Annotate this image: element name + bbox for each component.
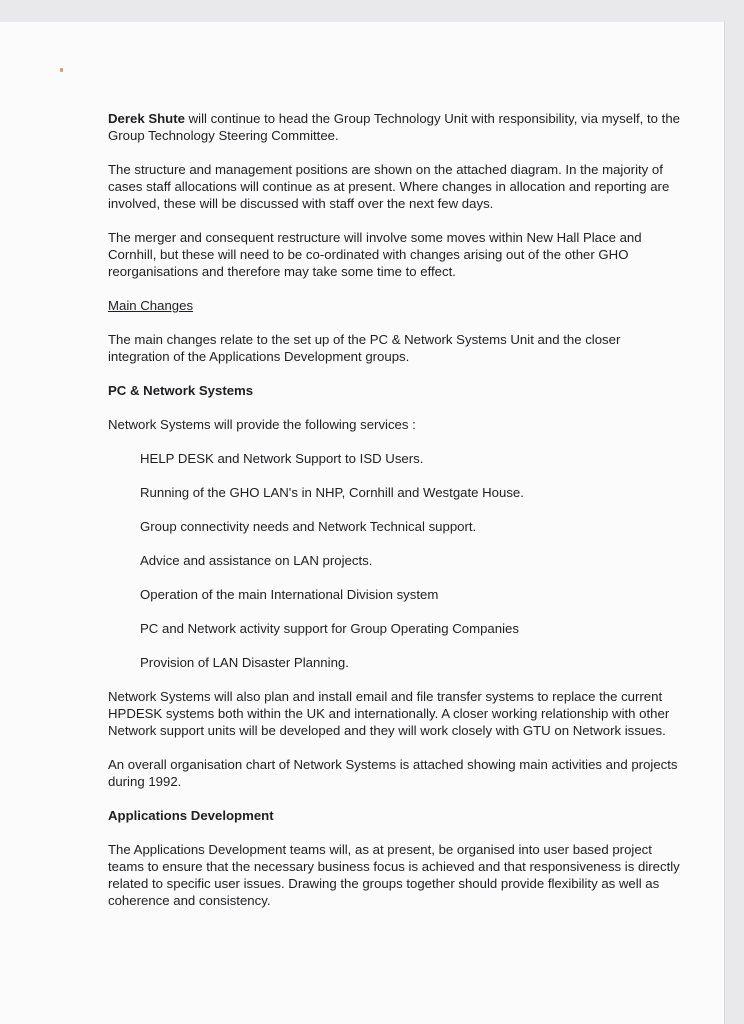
document-page <box>0 22 725 1024</box>
email-paragraph: Network Systems will also plan and install email and file transfer systems to replace the current HPDESK systems both within the UK and internationally. A closer working relationship with other Network support units will be developed and they will work closely with GTU on Network issues. <box>108 689 670 738</box>
apps-dev-heading: Applications Development <box>108 808 274 823</box>
paper-mark <box>60 68 63 72</box>
intro-text: will continue to head the Group Technology Unit with responsibility, via myself, to the Group Technology Steering Committee. <box>108 111 680 143</box>
org-chart-paragraph: An overall organisation chart of Network Systems is attached showing main activities and projects during 1992. <box>108 757 678 789</box>
service-item: Provision of LAN Disaster Planning. <box>140 655 349 670</box>
service-item: Advice and assistance on LAN projects. <box>140 553 373 568</box>
main-changes-paragraph: The main changes relate to the set up of the PC & Network Systems Unit and the closer integration of the Applications Development groups. <box>108 332 621 364</box>
merger-paragraph: The merger and consequent restructure will involve some moves within New Hall Place and Cornhill, but these will need to be co-ordinated with changes arising out of the other GHO reorganisations and therefore may take some time to effect. <box>108 230 642 279</box>
service-item: Running of the GHO LAN's in NHP, Cornhill and Westgate House. <box>140 485 524 500</box>
intro-name: Derek Shute <box>108 111 185 126</box>
apps-dev-paragraph: The Applications Development teams will, as at present, be organised into user based project teams to ensure that the necessary business focus is achieved and that responsiveness is directly related to specific user issues. Drawing the groups together should provide flexibility as well as coherence and consistency. <box>108 842 680 908</box>
intro-paragraph <box>108 110 683 144</box>
pc-network-heading: PC & Network Systems <box>108 383 254 398</box>
structure-paragraph: The structure and management positions are shown on the attached diagram. In the majority of cases staff allocations will continue as at present. Where changes in allocation and reporting are involved, these will be discussed with staff over the next few days. <box>108 162 670 211</box>
pc-network-intro: Network Systems will provide the following services : <box>108 417 416 432</box>
service-item: Operation of the main International Division system <box>140 587 439 602</box>
service-item: Group connectivity needs and Network Technical support. <box>140 519 477 534</box>
document-body <box>108 110 683 926</box>
main-changes-heading: Main Changes <box>108 298 194 313</box>
service-item: HELP DESK and Network Support to ISD Users. <box>140 451 424 466</box>
services-list <box>140 450 683 671</box>
service-item: PC and Network activity support for Group Operating Companies <box>140 621 519 636</box>
